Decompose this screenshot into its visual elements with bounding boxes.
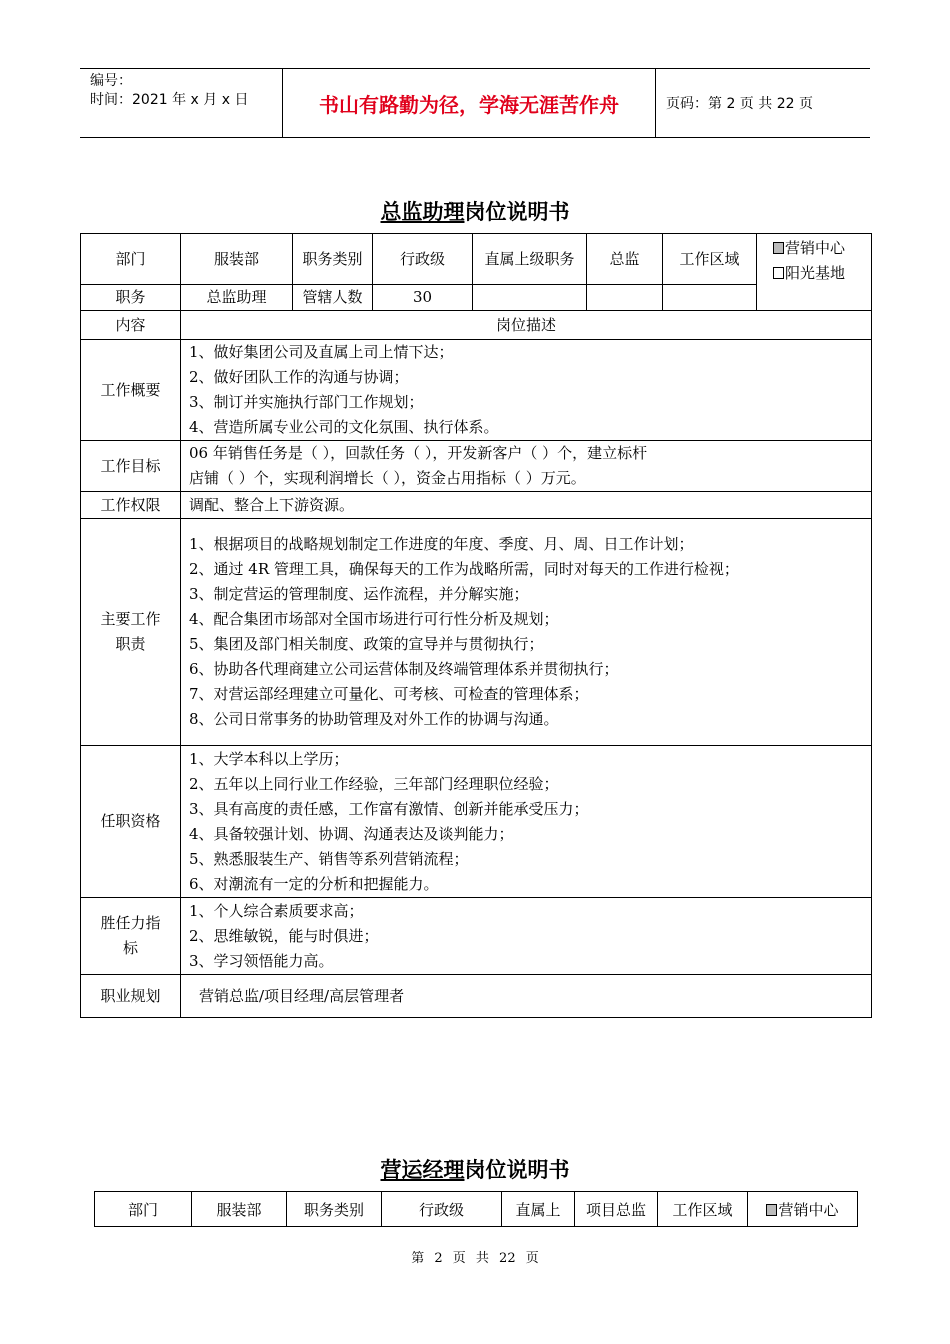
empty-cell <box>473 285 587 311</box>
list-item: 4、具备较强计划、协调、沟通表达及谈判能力； <box>189 824 514 843</box>
competency-list <box>181 898 872 975</box>
qualification-list <box>181 746 872 898</box>
category-label: 职务类别 <box>293 234 373 285</box>
category-value: 行政级 <box>373 234 473 285</box>
doc-title-suffix: 岗位说明书 <box>464 200 570 224</box>
list-item: 5、熟悉服装生产、销售等系列营销流程； <box>189 849 469 868</box>
list-item: 6、对潮流有一定的分析和把握能力。 <box>189 874 439 893</box>
dept-value: 服装部 <box>181 234 293 285</box>
dept-label: 部门 <box>81 234 181 285</box>
authority-label: 工作权限 <box>81 492 181 519</box>
superior-label: 直属上级职务 <box>473 234 587 285</box>
list-item: 2、通过 4R 管理工具，确保每天的工作为战略所需，同时对每天的工作进行检视； <box>189 560 739 578</box>
list-item: 1、做好集团公司及直属上司上情下达； <box>189 343 454 361</box>
content-label: 内容 <box>81 311 181 340</box>
area-label: 工作区域 <box>658 1192 748 1227</box>
list-item: 6、协助各代理商建立公司运营体制及终端管理体系并贯彻执行； <box>189 660 619 678</box>
headcount-label: 管辖人数 <box>293 285 373 311</box>
time-label: 时间：2021 年 x 月 x 日 <box>90 92 249 108</box>
doc2-title <box>0 1154 950 1184</box>
list-item: 1、大学本科以上学历； <box>189 749 349 768</box>
dept-label: 部门 <box>95 1192 192 1227</box>
empty-cell <box>587 285 663 311</box>
doc-title-position: 总监助理 <box>380 200 465 224</box>
area-option-marketing[interactable]: 营销中心 <box>748 1192 858 1227</box>
job-description-table-2 <box>94 1191 858 1227</box>
list-item: 3、制定营运的管理制度、运作流程，并分解实施； <box>189 585 529 603</box>
authority-value: 调配、整合上下游资源。 <box>181 492 872 519</box>
goal-label: 工作目标 <box>81 441 181 492</box>
list-item: 3、具有高度的责任感，工作富有激情、创新并能承受压力； <box>189 799 589 818</box>
duties-list <box>181 519 872 746</box>
page-footer: 第 2 页 共 22 页 <box>411 1251 539 1266</box>
list-item: 8、公司日常事务的协助管理及对外工作的协调与沟通。 <box>189 710 559 728</box>
dept-value: 服装部 <box>192 1192 287 1227</box>
duties-label: 主要工作 职责 <box>81 519 181 746</box>
checkbox-icon[interactable] <box>766 1204 777 1216</box>
competency-label: 胜任力指 标 <box>81 898 181 975</box>
goal-line: 06 年销售任务是（ ），回款任务（ ），开发新客户（ ）个，建立标杆 <box>189 444 648 462</box>
header-meta <box>80 69 282 137</box>
category-value: 行政级 <box>382 1192 502 1227</box>
goal-text <box>181 441 872 492</box>
area-option-marketing[interactable]: 营销中心 <box>773 236 871 261</box>
list-item: 1、个人综合素质要求高； <box>189 901 364 920</box>
list-item: 3、学习领悟能力高。 <box>189 951 334 970</box>
checkbox-icon[interactable] <box>773 267 784 279</box>
list-item: 1、根据项目的战略规划制定工作进度的年度、季度、月、周、日工作计划； <box>189 535 694 553</box>
number-label: 编号： <box>90 73 132 89</box>
superior-label: 直属上 <box>502 1192 575 1227</box>
career-label: 职业规划 <box>81 975 181 1018</box>
list-item: 7、对营运部经理建立可量化、可考核、可检查的管理体系； <box>189 685 589 703</box>
list-item: 3、制订并实施执行部门工作规划； <box>189 393 424 411</box>
list-item: 4、营造所属专业公司的文化氛围、执行体系。 <box>189 418 499 436</box>
career-value: 营销总监/项目经理/高层管理者 <box>181 975 872 1018</box>
category-label: 职务类别 <box>287 1192 382 1227</box>
doc-title <box>0 196 950 226</box>
checkbox-icon[interactable] <box>773 242 784 254</box>
doc2-title-suffix: 岗位说明书 <box>464 1158 570 1182</box>
doc2-title-position: 营运经理 <box>380 1158 465 1182</box>
area-option-sunshine[interactable]: 阳光基地 <box>773 261 871 286</box>
superior-value: 总监 <box>587 234 663 285</box>
goal-line: 店铺（ ）个，实现利润增长（ ），资金占用指标（ ）万元。 <box>189 469 586 487</box>
list-item: 5、集团及部门相关制度、政策的宣导并与贯彻执行； <box>189 635 544 653</box>
area-options <box>757 234 872 311</box>
qualification-label: 任职资格 <box>81 746 181 898</box>
list-item: 2、做好团队工作的沟通与协调； <box>189 368 409 386</box>
superior-value: 项目总监 <box>575 1192 658 1227</box>
header-page-info: 页码：第 2 页 共 22 页 <box>666 96 813 112</box>
overview-label: 工作概要 <box>81 340 181 441</box>
description-label: 岗位描述 <box>181 311 872 340</box>
job-description-table <box>80 233 872 1018</box>
overview-list <box>181 340 872 441</box>
list-item: 2、五年以上同行业工作经验，三年部门经理职位经验； <box>189 774 559 793</box>
list-item: 4、配合集团市场部对全国市场进行可行性分析及规划； <box>189 610 559 628</box>
list-item: 2、思维敏锐，能与时俱进； <box>189 926 379 945</box>
position-value: 总监助理 <box>181 285 293 311</box>
area-label: 工作区域 <box>663 234 757 285</box>
page-header <box>80 68 870 138</box>
empty-cell <box>663 285 757 311</box>
header-motto: 书山有路勤为径，学海无涯苦作舟 <box>282 69 656 137</box>
position-label: 职务 <box>81 285 181 311</box>
headcount-value: 30 <box>373 285 473 311</box>
